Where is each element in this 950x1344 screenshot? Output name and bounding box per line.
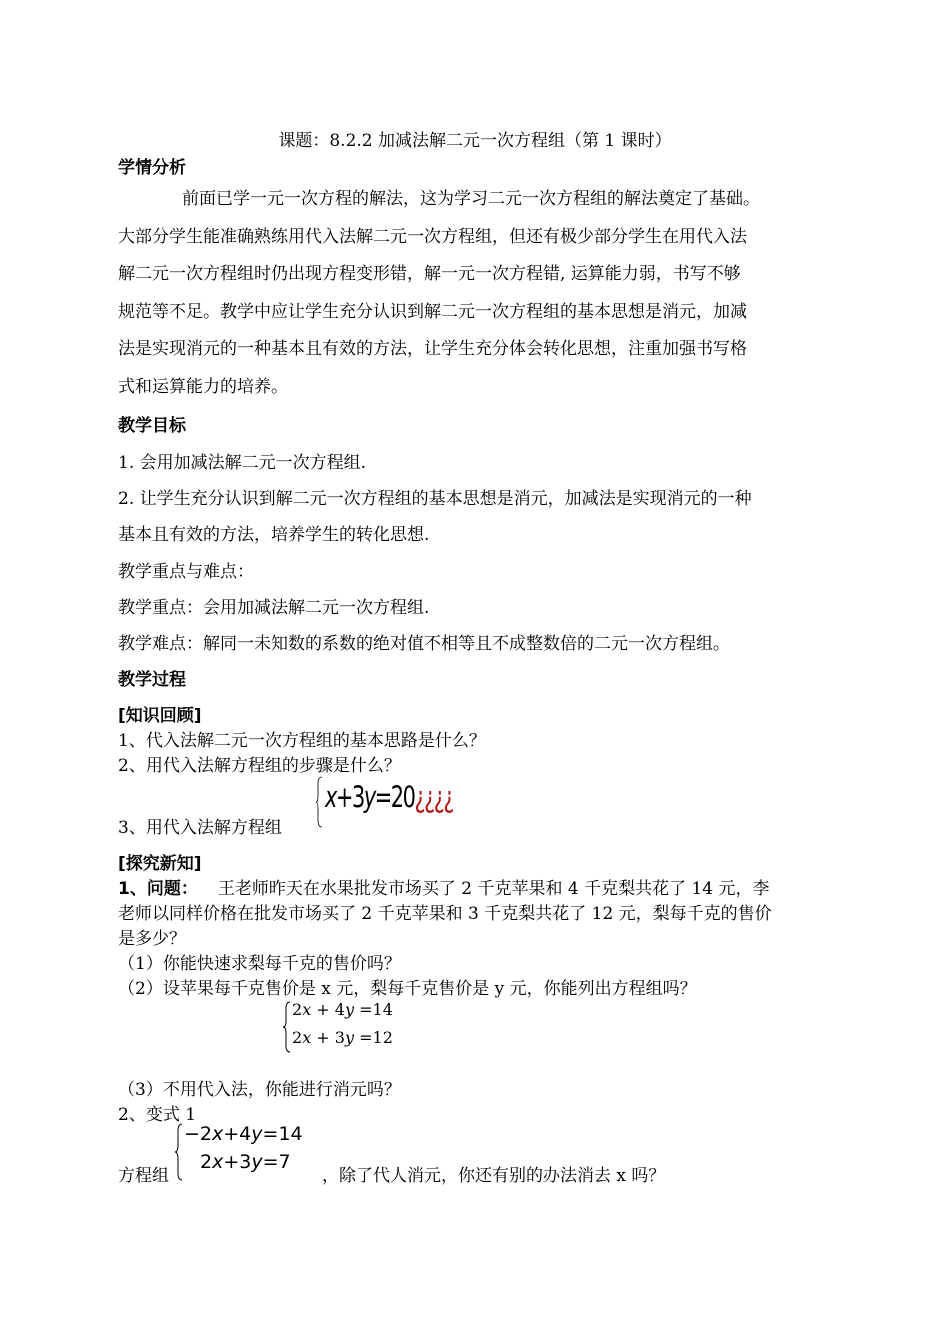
equation-system-1 <box>282 1000 402 1054</box>
process-heading: 教学过程 <box>118 670 186 690</box>
review-equation <box>316 776 456 828</box>
problem-label: 1、问题： <box>118 879 198 899</box>
brace-icon <box>174 1123 184 1181</box>
analysis-line: 前面已学一元一次方程的解法，这为学习二元一次方程组的解法奠定了基础。 <box>182 189 760 209</box>
var-y: y <box>363 780 375 814</box>
goals-heading: 教学目标 <box>118 416 186 436</box>
analysis-paragraph <box>118 181 830 406</box>
term-plus3: +3 <box>335 780 364 814</box>
sub-question-3: （3）不用代入法，你能进行消元吗？ <box>118 1080 401 1100</box>
brace-icon <box>316 776 324 828</box>
sub-question-1: （1）你能快速求梨每千克的售价吗？ <box>118 954 401 974</box>
goal-2-line2: 基本且有效的方法，培养学生的转化思想. <box>118 525 430 545</box>
review-heading: [知识回顾] <box>118 706 202 726</box>
difficult-point: 教学难点：解同一未知数的系数的绝对值不相等且不成整数倍的二元一次方程组。 <box>118 634 730 654</box>
equation-system-2 <box>174 1123 334 1183</box>
problem-line-2: 老师以同样价格在批发市场买了 2 千克苹果和 3 千克梨共花了 12 元，梨每千克的售价 <box>118 904 772 924</box>
system-1-eq-1: 2x + 4y =14 <box>292 1000 393 1019</box>
equation-rhs: =20 <box>374 780 415 814</box>
analysis-line: 法是实现消元的一种基本且有效的方法，让学生充分体会转化思想，注重加强书写格 <box>118 339 747 359</box>
variant-prefix: 方程组 <box>118 1166 169 1186</box>
goal-2-line1: 2. 让学生充分认识到解二元一次方程组的基本思想是消元，加减法是实现消元的一种 <box>118 489 752 509</box>
brace-icon <box>282 1001 292 1053</box>
review-question-2: 2、用代入法解方程组的步骤是什么？ <box>118 756 401 776</box>
sub-question-2: （2）设苹果每千克售价是 x 元，梨每千克售价是 y 元，你能列出方程组吗？ <box>118 979 697 999</box>
problem-line-3: 是多少？ <box>118 929 186 949</box>
analysis-line: 解二元一次方程组时仍出现方程变形错，解一元一次方程错, 运算能力弱，书写不够 <box>118 264 741 284</box>
key-difficulty-heading: 教学重点与难点： <box>118 562 254 582</box>
analysis-line: 式和运算能力的培养。 <box>118 376 288 397</box>
review-question-3: 3、用代入法解方程组 <box>118 818 282 838</box>
key-point: 教学重点：会用加减法解二元一次方程组. <box>118 598 430 618</box>
goal-1: 1. 会用加减法解二元一次方程组. <box>118 453 367 473</box>
var-x: x <box>325 780 336 814</box>
system-2-eq-2: 2x+3y=7 <box>200 1151 291 1173</box>
explore-heading: [探究新知] <box>118 854 202 874</box>
garbled-glyphs: ¿¿¿¿ <box>414 780 454 814</box>
analysis-heading: 学情分析 <box>118 158 186 178</box>
page-title: 课题：8.2.2 加减法解二元一次方程组（第 1 课时） <box>278 131 672 151</box>
analysis-line: 大部分学生能准确熟练用代入法解二元一次方程组，但还有极少部分学生在用代入法 <box>118 226 747 247</box>
problem-line-1: 1、问题： 王老师昨天在水果批发市场买了 2 千克苹果和 4 千克梨共花了 14 元，李 <box>118 879 770 899</box>
variant-label: 2、变式 1 <box>118 1105 197 1125</box>
analysis-line: 规范等不足。教学中应让学生充分认识到解二元一次方程组的基本思想是消元，加减 <box>118 301 747 322</box>
system-2-eq-1: −2x+4y=14 <box>184 1123 303 1145</box>
system-1-eq-2: 2x + 3y =12 <box>292 1028 393 1047</box>
review-question-1: 1、代入法解二元一次方程组的基本思路是什么？ <box>118 731 486 751</box>
variant-suffix: ，除了代人消元，你还有别的办法消去 x 吗？ <box>322 1166 666 1186</box>
